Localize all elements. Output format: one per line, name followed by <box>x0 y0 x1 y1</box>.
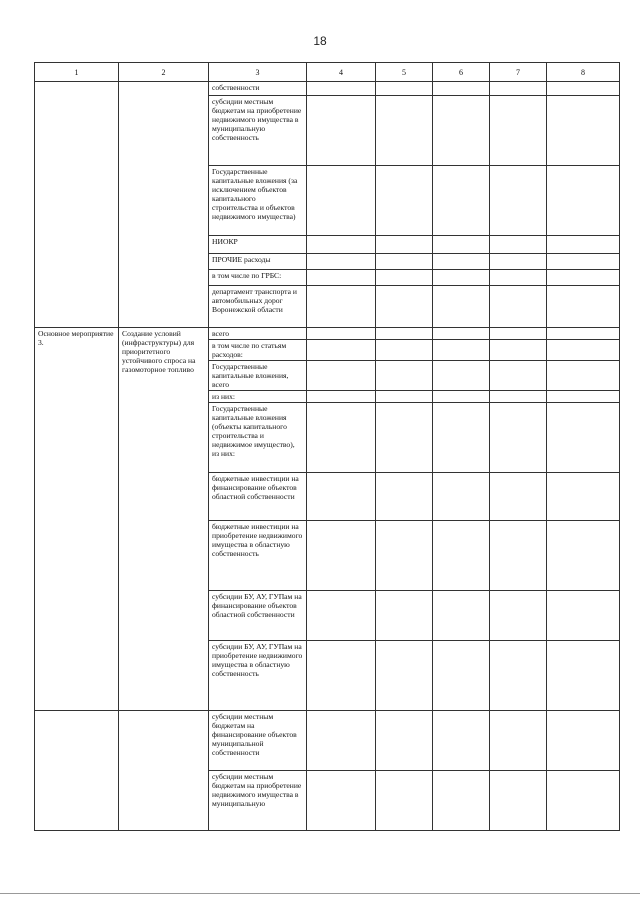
expense-item-cell: Государственные капитальные вложения (за исключением объектов капитального строительства и объектов недвижимого имущества) <box>209 166 307 236</box>
value-cell <box>490 340 547 361</box>
value-cell <box>490 328 547 340</box>
header-cell: 1 <box>35 63 119 82</box>
value-cell <box>433 521 490 591</box>
value-cell <box>547 591 620 641</box>
value-cell <box>490 166 547 236</box>
value-cell <box>433 391 490 403</box>
value-cell <box>307 254 376 270</box>
value-cell <box>307 361 376 391</box>
value-cell <box>307 286 376 328</box>
value-cell <box>307 711 376 771</box>
event-title-cell: Создание условий (инфраструктуры) для приоритетного устойчивого спроса на газомоторное топливо <box>119 328 209 711</box>
value-cell <box>376 82 433 96</box>
value-cell <box>547 641 620 711</box>
value-cell <box>490 361 547 391</box>
expense-item-cell: ПРОЧИЕ расходы <box>209 254 307 270</box>
value-cell <box>547 166 620 236</box>
value-cell <box>433 473 490 521</box>
value-cell <box>490 641 547 711</box>
value-cell <box>433 270 490 286</box>
value-cell <box>547 236 620 254</box>
value-cell <box>547 340 620 361</box>
value-cell <box>490 286 547 328</box>
value-cell <box>376 391 433 403</box>
expense-item-cell: субсидии местным бюджетам на финансирование объектов муниципальной собственности <box>209 711 307 771</box>
value-cell <box>490 391 547 403</box>
bottom-divider <box>0 893 640 894</box>
value-cell <box>547 711 620 771</box>
page-number: 18 <box>313 34 327 48</box>
value-cell <box>376 591 433 641</box>
value-cell <box>490 96 547 166</box>
value-cell <box>307 96 376 166</box>
value-cell <box>433 641 490 711</box>
value-cell <box>307 473 376 521</box>
value-cell <box>307 641 376 711</box>
value-cell <box>376 473 433 521</box>
value-cell <box>490 254 547 270</box>
value-cell <box>433 591 490 641</box>
value-cell <box>547 96 620 166</box>
value-cell <box>490 403 547 473</box>
value-cell <box>433 403 490 473</box>
value-cell <box>433 328 490 340</box>
value-cell <box>433 286 490 328</box>
value-cell <box>376 328 433 340</box>
header-cell: 7 <box>490 63 547 82</box>
value-cell <box>433 236 490 254</box>
table-row <box>35 711 620 771</box>
value-cell <box>490 473 547 521</box>
header-cell: 6 <box>433 63 490 82</box>
table-row <box>35 82 620 96</box>
value-cell <box>547 391 620 403</box>
value-cell <box>490 591 547 641</box>
expense-item-cell: субсидии БУ, АУ, ГУПам на приобретение недвижимого имущества в областную собственность <box>209 641 307 711</box>
value-cell <box>376 254 433 270</box>
value-cell <box>307 166 376 236</box>
value-cell <box>307 328 376 340</box>
expense-item-cell: НИОКР <box>209 236 307 254</box>
value-cell <box>307 270 376 286</box>
value-cell <box>433 771 490 831</box>
event-name-cell <box>35 82 119 328</box>
value-cell <box>547 328 620 340</box>
expense-item-cell: субсидии БУ, АУ, ГУПам на финансирование объектов областной собственности <box>209 591 307 641</box>
value-cell <box>490 82 547 96</box>
value-cell <box>490 236 547 254</box>
expense-item-cell: из них: <box>209 391 307 403</box>
expense-item-cell: в том числе по ГРБС: <box>209 270 307 286</box>
value-cell <box>376 166 433 236</box>
value-cell <box>307 521 376 591</box>
value-cell <box>307 82 376 96</box>
event-name-cell: Основное мероприятие 3. <box>35 328 119 711</box>
value-cell <box>307 591 376 641</box>
expense-item-cell: Государственные капитальные вложения, всего <box>209 361 307 391</box>
value-cell <box>547 286 620 328</box>
expense-item-cell: субсидии местным бюджетам на приобретение недвижимого имущества в муниципальную собственность <box>209 96 307 166</box>
value-cell <box>433 711 490 771</box>
expense-item-cell: департамент транспорта и автомобильных дорог Воронежской области <box>209 286 307 328</box>
value-cell <box>547 82 620 96</box>
event-name-cell <box>35 711 119 831</box>
expense-item-cell: бюджетные инвестиции на приобретение недвижимого имущества в областную собственность <box>209 521 307 591</box>
value-cell <box>433 82 490 96</box>
value-cell <box>376 96 433 166</box>
value-cell <box>376 270 433 286</box>
value-cell <box>433 340 490 361</box>
value-cell <box>376 236 433 254</box>
value-cell <box>376 771 433 831</box>
expense-item-cell: в том числе по статьям расходов: <box>209 340 307 361</box>
value-cell <box>547 403 620 473</box>
header-cell: 8 <box>547 63 620 82</box>
value-cell <box>433 96 490 166</box>
expense-item-cell: всего <box>209 328 307 340</box>
value-cell <box>547 270 620 286</box>
value-cell <box>547 473 620 521</box>
value-cell <box>307 771 376 831</box>
budget-table <box>34 62 620 831</box>
value-cell <box>376 286 433 328</box>
expense-item-cell: бюджетные инвестиции на финансирование объектов областной собственности <box>209 473 307 521</box>
value-cell <box>547 361 620 391</box>
value-cell <box>490 270 547 286</box>
value-cell <box>547 254 620 270</box>
expense-item-cell: субсидии местным бюджетам на приобретение недвижимого имущества в муниципальную <box>209 771 307 831</box>
value-cell <box>490 771 547 831</box>
event-title-cell <box>119 711 209 831</box>
value-cell <box>547 521 620 591</box>
header-cell: 5 <box>376 63 433 82</box>
value-cell <box>376 521 433 591</box>
event-title-cell <box>119 82 209 328</box>
value-cell <box>376 403 433 473</box>
value-cell <box>376 361 433 391</box>
value-cell <box>490 521 547 591</box>
header-row <box>35 63 620 82</box>
value-cell <box>307 340 376 361</box>
value-cell <box>490 711 547 771</box>
value-cell <box>433 361 490 391</box>
value-cell <box>307 236 376 254</box>
header-cell: 2 <box>119 63 209 82</box>
expense-item-cell: Государственные капитальные вложения (объекты капитального строительства и недвижимое имущество), из них: <box>209 403 307 473</box>
value-cell <box>376 641 433 711</box>
value-cell <box>376 340 433 361</box>
value-cell <box>547 771 620 831</box>
header-cell: 3 <box>209 63 307 82</box>
value-cell <box>307 391 376 403</box>
value-cell <box>433 166 490 236</box>
value-cell <box>376 711 433 771</box>
expense-item-cell: собственности <box>209 82 307 96</box>
value-cell <box>433 254 490 270</box>
header-cell: 4 <box>307 63 376 82</box>
value-cell <box>307 403 376 473</box>
table-row <box>35 328 620 340</box>
